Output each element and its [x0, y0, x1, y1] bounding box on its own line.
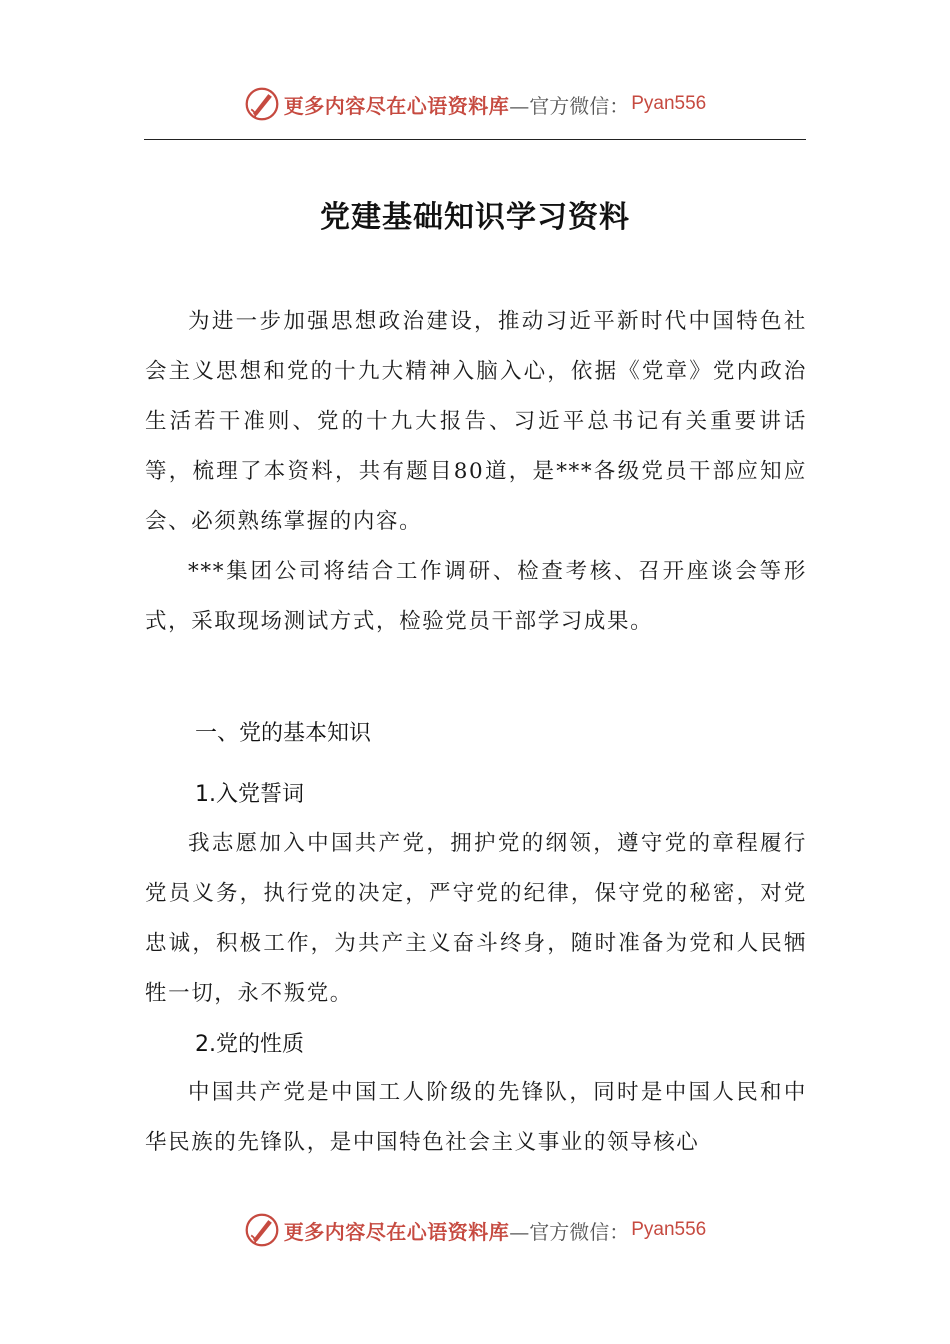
footer-banner — [0, 1210, 950, 1250]
intro-paragraph-1: 为进一步加强思想政治建设，推动习近平新时代中国特色社会主义思想和党的十九大精神入脑入心，依据《党章》党内政治生活若干准则、党的十九大报告、习近平总书记有关重要讲话等，梳理了本资料，共有题目80道，是***各级党员干部应知应会、必须熟练掌握的内容。 — [145, 309, 807, 534]
header-divider — [144, 139, 806, 140]
question-1-body — [145, 819, 807, 1019]
banner-sub-text: —官方微信： — [509, 93, 630, 118]
footer-wechat-id: Pyan556 — [631, 1219, 707, 1240]
section-heading: 一、党的基本知识 — [195, 721, 372, 746]
footer-sub-text: —官方微信： — [509, 1219, 630, 1244]
footer-main-text: 更多内容尽在心语资料库 — [283, 1219, 510, 1244]
question-1-heading: 1.入党誓词 — [195, 782, 304, 807]
question-2-text: 中国共产党是中国工人阶级的先锋队，同时是中国人民和中华民族的先锋队，是中国特色社会主义事业的领导核心 — [145, 1080, 807, 1155]
header-banner — [0, 84, 950, 124]
quill-pen-logo-icon — [244, 1212, 280, 1248]
intro-paragraph-2: ***集团公司将结合工作调研、检查考核、召开座谈会等形式，采取现场测试方式，检验党员干部学习成果。 — [145, 559, 807, 634]
banner-wechat-id: Pyan556 — [631, 93, 707, 114]
question-2-heading: 2.党的性质 — [195, 1032, 304, 1057]
intro-block — [145, 297, 807, 647]
document-title: 党建基础知识学习资料 — [320, 200, 630, 235]
banner-main-text: 更多内容尽在心语资料库 — [283, 93, 510, 118]
quill-pen-logo-icon — [244, 86, 280, 122]
question-2-body — [145, 1068, 807, 1168]
question-1-text: 我志愿加入中国共产党，拥护党的纲领，遵守党的章程履行党员义务，执行党的决定，严守党的纪律，保守党的秘密，对党忠诚，积极工作，为共产主义奋斗终身，随时准备为党和人民牺牲一切，永不叛党。 — [145, 831, 807, 1006]
